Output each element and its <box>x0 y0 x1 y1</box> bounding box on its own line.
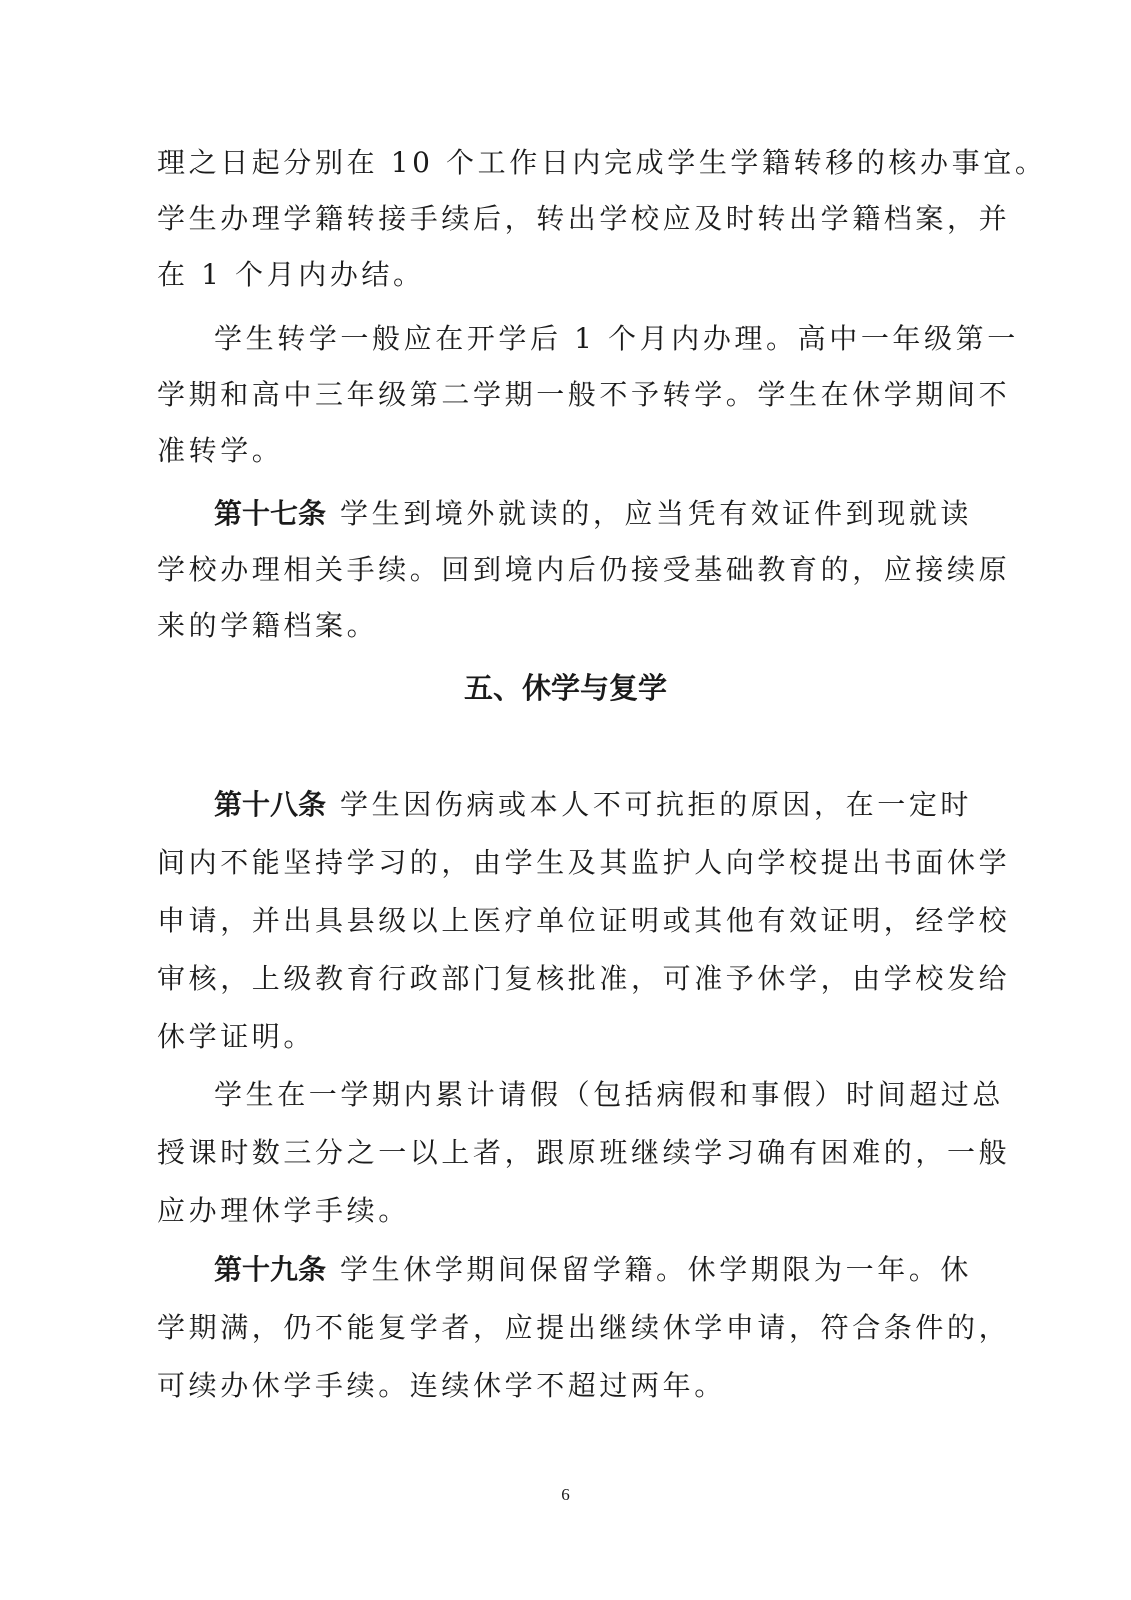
section-heading: 五、休学与复学 <box>463 671 667 705</box>
article-18-first-line <box>214 785 973 825</box>
text-line: 来的学籍档案。 <box>157 609 379 642</box>
text-line: 学校办理相关手续。回到境内后仍接受基础教育的，应接续原 <box>157 553 1011 586</box>
text-span: 学生因伤病或本人不可抗拒的原因，在一定时 <box>340 788 973 821</box>
article-number: 第十七条 <box>214 497 327 530</box>
article-number: 第十八条 <box>214 788 327 821</box>
text-line: 学生转学一般应在开学后 1 个月内办理。高中一年级第一 <box>214 322 1019 355</box>
text-line: 授课时数三分之一以上者，跟原班继续学习确有困难的，一般 <box>157 1136 1011 1169</box>
article-17-first-line <box>214 494 973 534</box>
text-line: 学生办理学籍转接手续后，转出学校应及时转出学籍档案，并 <box>157 202 1011 235</box>
text-line: 间内不能坚持学习的，由学生及其监护人向学校提出书面休学 <box>157 846 1011 879</box>
article-number: 第十九条 <box>214 1253 327 1286</box>
article-19-first-line <box>214 1250 973 1290</box>
text-line: 在 1 个月内办结。 <box>157 258 425 291</box>
text-span: 学生休学期间保留学籍。休学期限为一年。休 <box>340 1253 973 1286</box>
text-line: 准转学。 <box>157 434 284 467</box>
text-line: 学期和高中三年级第二学期一般不予转学。学生在休学期间不 <box>157 378 1011 411</box>
text-line: 理之日起分别在 10 个工作日内完成学生学籍转移的核办事宜。 <box>157 146 1047 179</box>
page-number: 6 <box>561 1485 570 1504</box>
text-line: 学期满，仍不能复学者，应提出继续休学申请，符合条件的， <box>157 1311 1011 1344</box>
text-line: 学生在一学期内累计请假（包括病假和事假）时间超过总 <box>214 1078 1005 1111</box>
text-line: 应办理休学手续。 <box>157 1194 410 1227</box>
text-line: 休学证明。 <box>157 1020 316 1053</box>
text-line: 申请，并出具县级以上医疗单位证明或其他有效证明，经学校 <box>157 904 1011 937</box>
text-line: 可续办休学手续。连续休学不超过两年。 <box>157 1369 726 1402</box>
text-line: 审核，上级教育行政部门复核批准，可准予休学，由学校发给 <box>157 962 1011 995</box>
text-span: 学生到境外就读的，应当凭有效证件到现就读 <box>340 497 973 530</box>
